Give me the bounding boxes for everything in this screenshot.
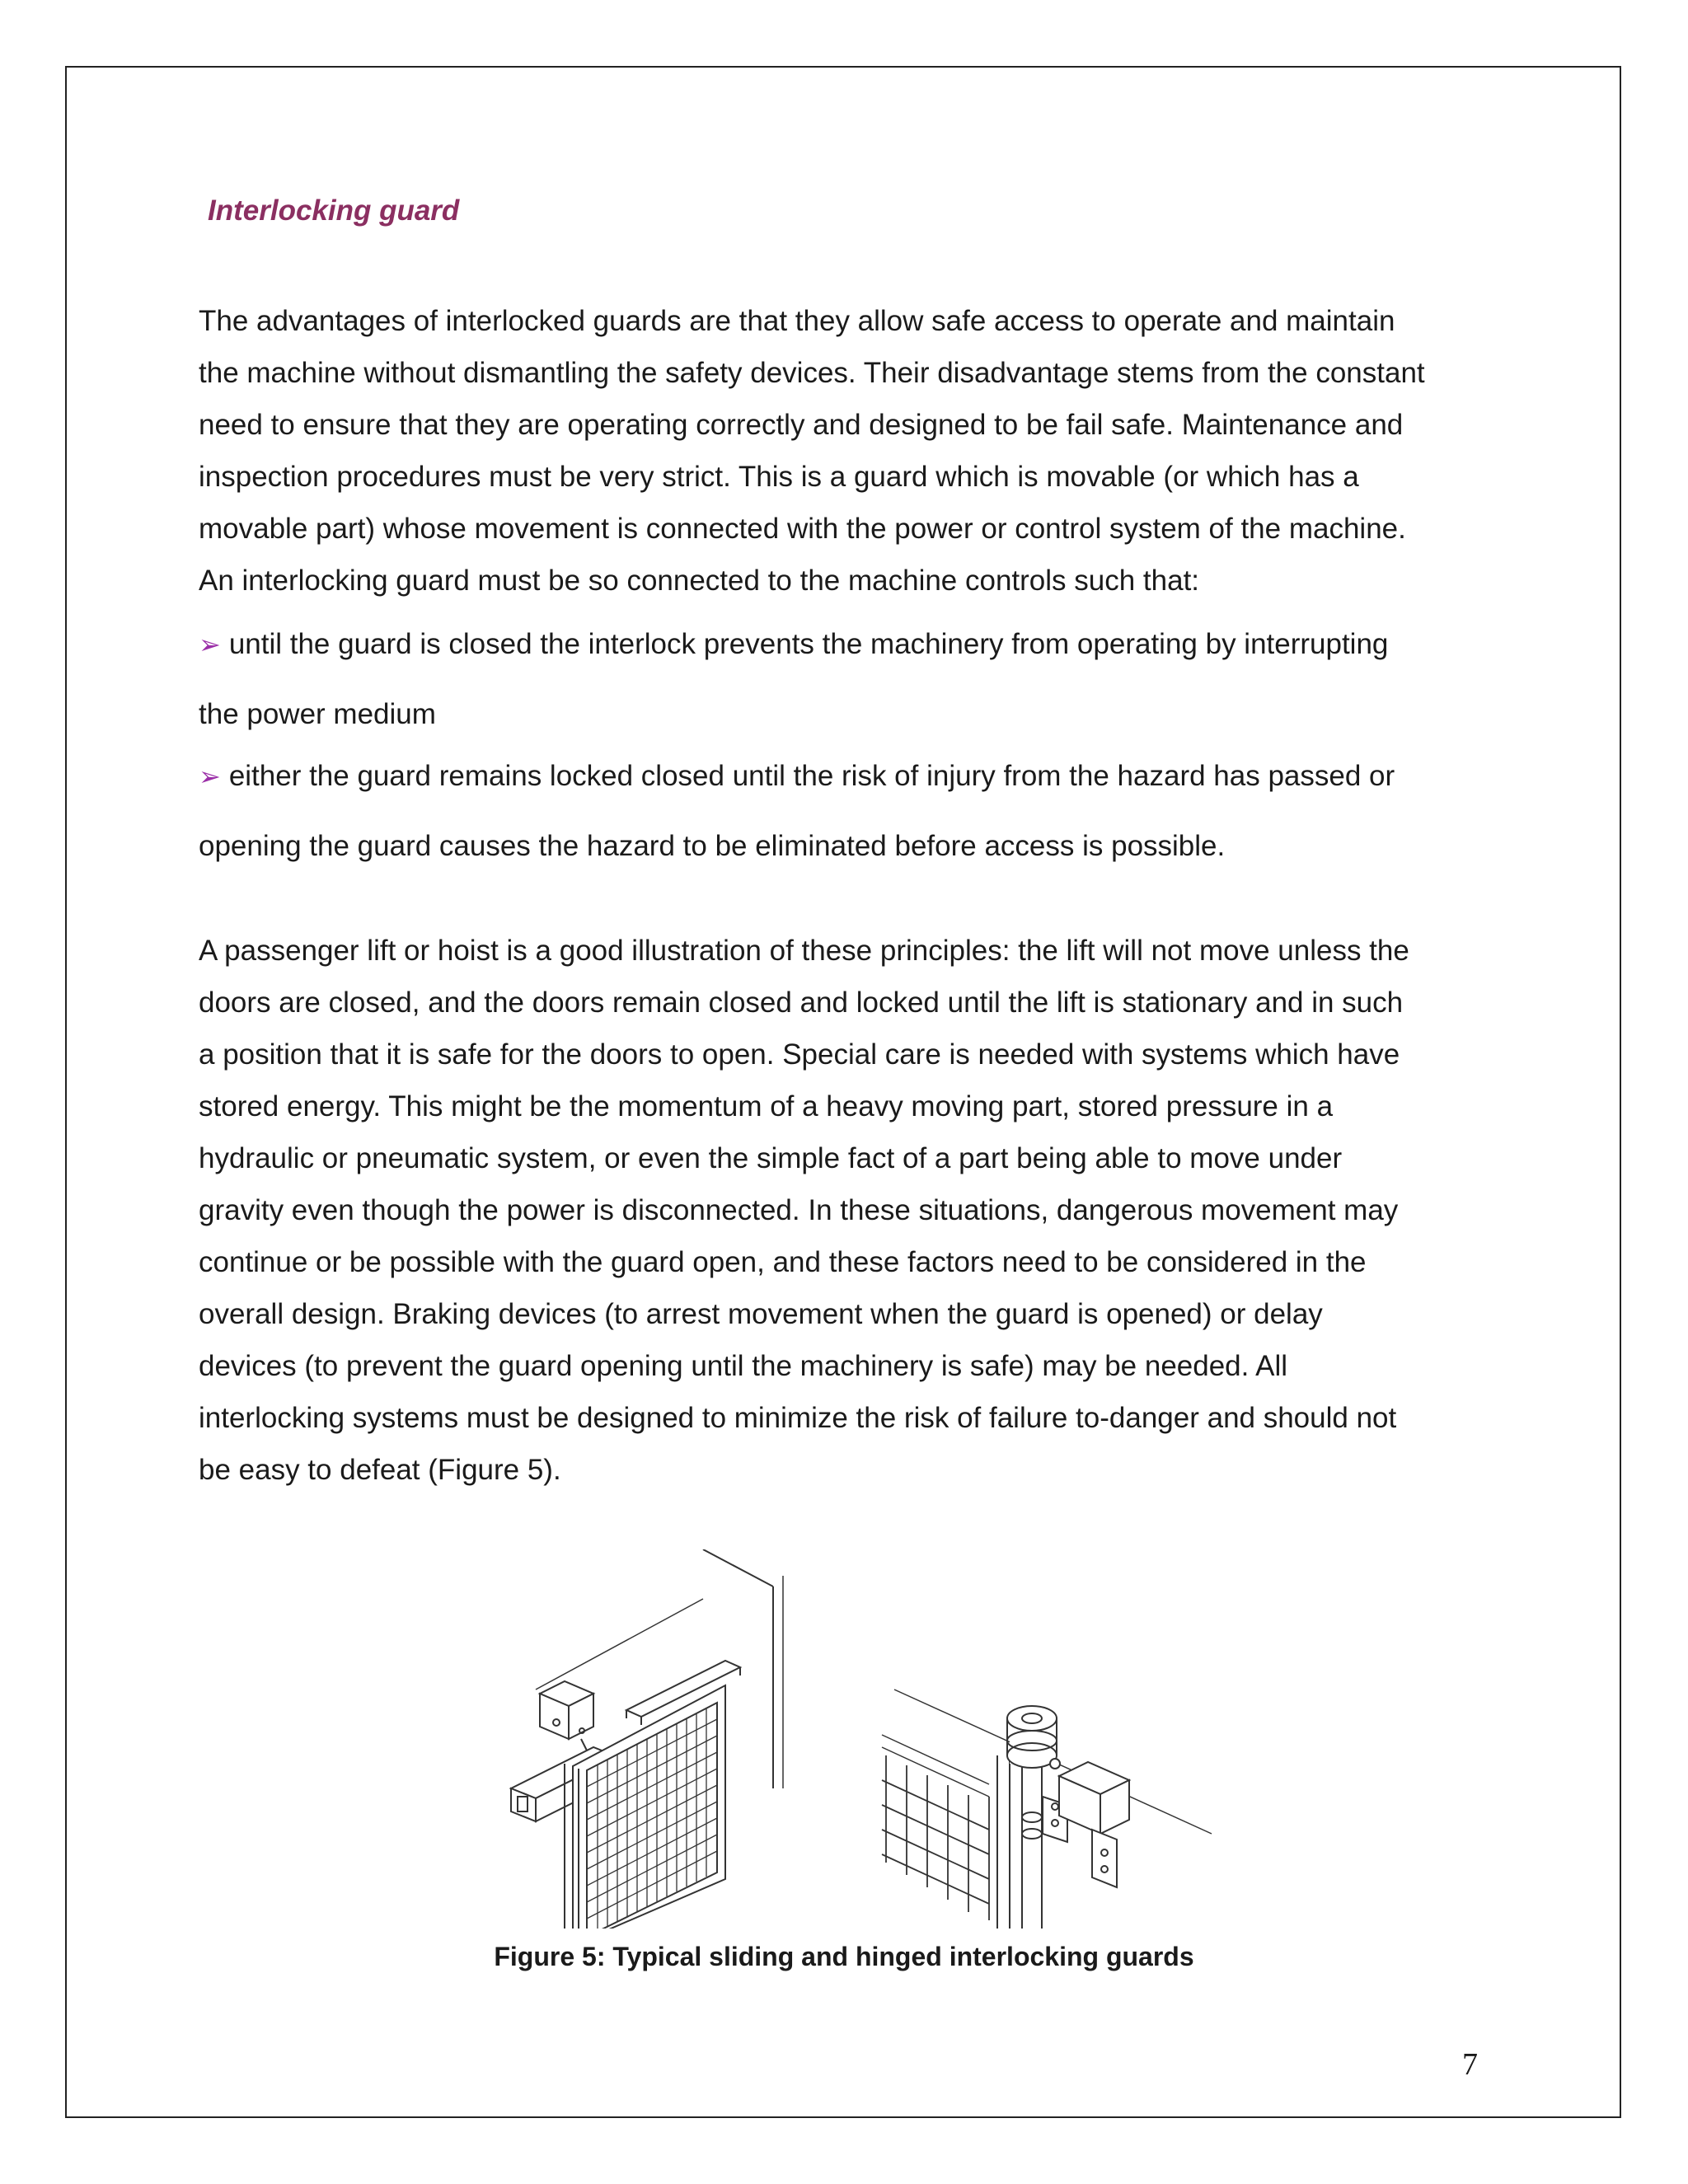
interlock-switch-box	[540, 1681, 593, 1739]
bullet-text: either the guard remains locked closed until the risk of injury from the hazard has passed or	[228, 760, 1395, 792]
sliding-guard-illustration	[511, 1549, 783, 1929]
paragraph-line: stored energy. This might be the momentum of a heavy moving part, stored pressure in a	[199, 1090, 1334, 1122]
bullet-item-1-continuation: the power medium	[199, 698, 436, 730]
paragraph-interlocked-guards	[199, 295, 1425, 607]
page-number: 7	[1462, 2047, 1478, 2082]
paragraph-line: movable part) whose movement is connected with the power or control system of the machine.	[199, 513, 1406, 545]
paragraph-line: A passenger lift or hoist is a good illustration of these principles: the lift will not move unless the	[199, 935, 1409, 967]
paragraph-line: need to ensure that they are operating correctly and designed to be fail safe. Maintenance and	[199, 409, 1404, 441]
section-heading: Interlocking guard	[208, 194, 460, 227]
bullet-item-1	[199, 618, 1388, 671]
paragraph-line: continue or be possible with the guard open, and these factors need to be considered in the	[199, 1246, 1367, 1278]
paragraph-line: gravity even though the power is disconnected. In these situations, dangerous movement may	[199, 1194, 1399, 1226]
paragraph-line: The advantages of interlocked guards are that they allow safe access to operate and maintain	[199, 305, 1395, 337]
arrow-bullet-icon: ➢	[199, 762, 221, 791]
hinged-guard-illustration	[882, 1690, 1212, 1929]
paragraph-line: be easy to defeat (Figure 5).	[199, 1454, 561, 1486]
paragraph-line: An interlocking guard must be so connected to the machine controls such that:	[199, 565, 1200, 597]
bullet-item-2	[199, 750, 1395, 803]
paragraph-line: devices (to prevent the guard opening until the machinery is safe) may be needed. All	[199, 1350, 1288, 1382]
paragraph-line: inspection procedures must be very strict. This is a guard which is movable (or which has a	[199, 461, 1359, 493]
paragraph-line: the machine without dismantling the safety devices. Their disadvantage stems from the constant	[199, 357, 1425, 389]
bullet-item-2-continuation: opening the guard causes the hazard to be eliminated before access is possible.	[199, 830, 1226, 862]
paragraph-line: a position that it is safe for the doors to open. Special care is needed with systems which have	[199, 1038, 1400, 1071]
paragraph-line: interlocking systems must be designed to minimize the risk of failure to-danger and should not	[199, 1402, 1397, 1434]
paragraph-line: hydraulic or pneumatic system, or even the simple fact of a part being able to move under	[199, 1142, 1343, 1174]
figure-interlocking-guards	[495, 1549, 1236, 1929]
figure-caption: Figure 5: Typical sliding and hinged interlocking guards	[494, 1942, 1194, 1971]
paragraph-line: doors are closed, and the doors remain closed and locked until the lift is stationary and in such	[199, 987, 1404, 1019]
paragraph-line: overall design. Braking devices (to arrest movement when the guard is opened) or delay	[199, 1298, 1323, 1330]
bullet-text: until the guard is closed the interlock prevents the machinery from operating by interrupting	[228, 628, 1389, 660]
arrow-bullet-icon: ➢	[199, 630, 221, 659]
paragraph-lift-example	[199, 925, 1409, 1496]
